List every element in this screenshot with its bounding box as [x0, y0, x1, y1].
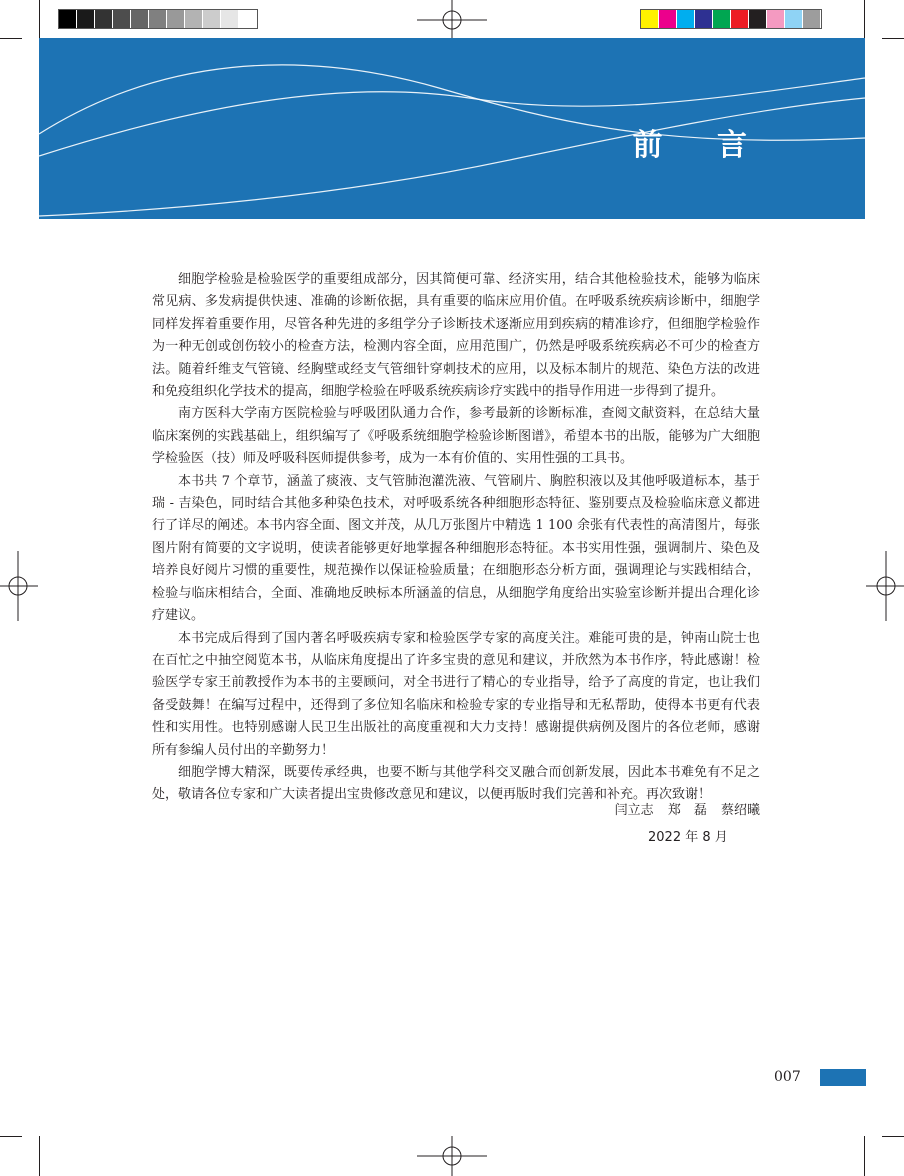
registration-mark-left	[0, 551, 38, 621]
gray-swatch	[77, 10, 95, 28]
gray-swatch	[59, 10, 77, 28]
registration-mark-bottom	[417, 1136, 487, 1176]
color-swatch	[731, 10, 749, 28]
color-swatch	[641, 10, 659, 28]
gray-swatch	[95, 10, 113, 28]
color-swatch	[749, 10, 767, 28]
color-calibration-bar	[640, 9, 822, 29]
paragraph: 细胞学检验是检验医学的重要组成部分，因其简便可靠、经济实用，结合其他检验技术，能够为临床常见病、多发病提供快速、准确的诊断依据，具有重要的临床应用价值。在呼吸系统疾病诊断中，细胞学同样发挥着重要作用，尽管各种先进的多组学分子诊断技术逐渐应用到疾病的精准诊疗，但细胞学检验作为一种无创或创伤较小的检查方法，检测内容全面，应用范围广，仍然是呼吸系统疾病必不可少的检查方法。随着纤维支气管镜、经胸壁或经支气管细针穿刺技术的应用，以及标本制片的规范、染色方法的改进和免疫组织化学技术的提高，细胞学检验在呼吸系统疾病诊疗实践中的指导作用进一步得到了提升。	[152, 272, 760, 400]
gray-swatch	[203, 10, 221, 28]
crop-mark-top-left-horizontal	[0, 38, 22, 39]
gray-swatch	[221, 10, 239, 28]
gray-swatch	[185, 10, 203, 28]
color-swatch	[767, 10, 785, 28]
header-banner	[39, 38, 865, 219]
registration-mark-right	[866, 551, 904, 621]
registration-mark-top	[417, 0, 487, 40]
paragraph: 南方医科大学南方医院检验与呼吸团队通力合作，参考最新的诊断标准，查阅文献资料，在总结大量临床案例的实践基础上，组织编写了《呼吸系统细胞学检验诊断图谱》，希望本书的出版，能够为广大细胞学检验医（技）师及呼吸科医师提供参考，成为一本有价值的、实用性强的工具书。	[152, 406, 760, 467]
paragraph: 本书共 7 个章节，涵盖了痰液、支气管肺泡灌洗液、气管刷片、胸腔积液以及其他呼吸道标本，基于瑞 - 吉染色，同时结合其他多种染色技术，对呼吸系统各种细胞形态特征、鉴别要点及检验临床意义都进行了详尽的阐述。本书内容全面、图文并茂，从几万张图片中精选 1 100 余张有代表性的高清图片，每张图片附有简要的文字说明，使读者能够更好地掌握各种细胞形态特征。本书实用性强，强调制片、染色及培养良好阅片习惯的重要性，规范操作以保证检验质量；在细胞形态分析方面，强调理论与实践相结合，检验与临床相结合，全面、准确地反映标本所涵盖的信息，从细胞学角度给出实验室诊断并提出合理化诊疗建议。	[152, 473, 760, 624]
crop-mark-bottom-right-horizontal	[882, 1136, 904, 1137]
crop-mark-top-left-vertical	[39, 0, 40, 38]
crop-mark-bottom-left-vertical	[39, 1136, 40, 1176]
author-signature	[605, 799, 760, 818]
paragraph: 细胞学博大精深，既要传承经典，也要不断与其他学科交叉融合而创新发展，因此本书难免有不足之处，敬请各位专家和广大读者提出宝贵修改意见和建议，以便再版时我们完善和补充。再次致谢！	[152, 764, 760, 803]
author-name: 蔡绍曦	[720, 803, 760, 818]
gray-swatch	[167, 10, 185, 28]
grayscale-calibration-bar	[58, 9, 258, 29]
author-name: 郑 磊	[667, 803, 707, 818]
color-swatch	[785, 10, 803, 28]
preface-body	[152, 269, 760, 807]
gray-swatch	[131, 10, 149, 28]
paragraph: 本书完成后得到了国内著名呼吸疾病专家和检验医学专家的高度关注。难能可贵的是，钟南山院士也在百忙之中抽空阅览本书，从临床角度提出了许多宝贵的意见和建议，并欣然为本书作序，特此感谢！检验医学专家王前教授作为本书的主要顾问，对全书进行了精心的专业指导，给予了高度的肯定，也让我们备受鼓舞！在编写过程中，还得到了多位知名临床和检验专家的专业指导和无私帮助，使得本书更有代表性和实用性。也特别感谢人民卫生出版社的高度重视和大力支持！感谢提供病例及图片的各位老师，感谢所有参编人员付出的辛勤努力！	[152, 630, 760, 758]
color-swatch	[677, 10, 695, 28]
crop-mark-bottom-left-horizontal	[0, 1136, 22, 1137]
crop-mark-bottom-right-vertical	[864, 1136, 865, 1176]
page-number-accent-bar	[820, 1069, 866, 1086]
color-swatch	[659, 10, 677, 28]
author-name: 闫立志	[614, 803, 654, 818]
gray-swatch	[113, 10, 131, 28]
color-swatch	[695, 10, 713, 28]
page-number: 007	[774, 1069, 801, 1085]
color-swatch	[713, 10, 731, 28]
crop-mark-top-right-vertical	[864, 0, 865, 38]
signature-date: 2022 年 8 月	[648, 830, 728, 845]
color-swatch	[803, 10, 821, 28]
gray-swatch	[149, 10, 167, 28]
crop-mark-top-right-horizontal	[882, 38, 904, 39]
page-title: 前 言	[632, 128, 769, 163]
gray-swatch	[239, 10, 257, 28]
